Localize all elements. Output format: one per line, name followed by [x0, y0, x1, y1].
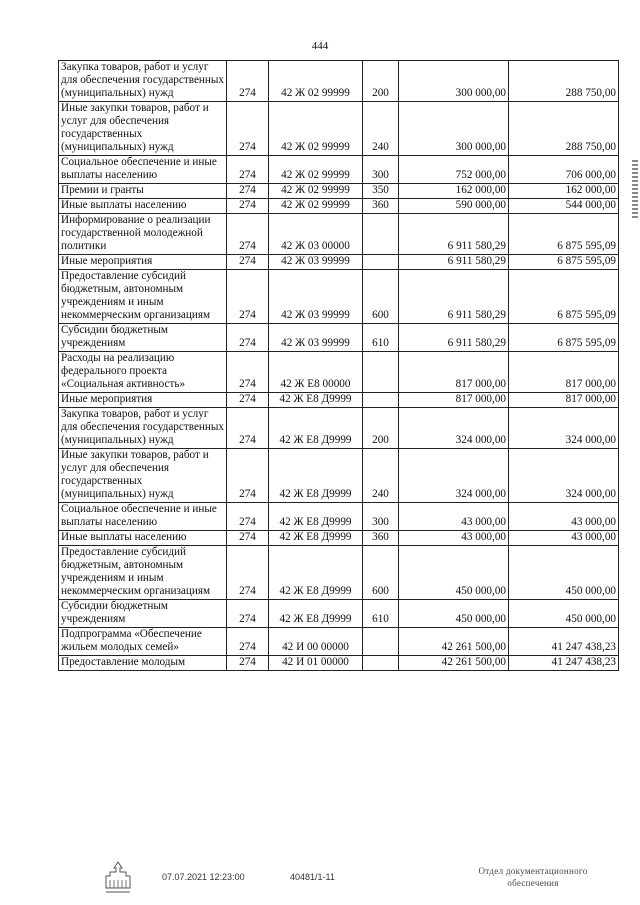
row-department-code: 274	[227, 656, 269, 671]
row-department-code: 274	[227, 156, 269, 184]
row-expense-type-code	[363, 656, 399, 671]
row-description: Предоставление субсидий бюджетным, автономным учреждениям и иным некоммерческим организациям	[59, 270, 227, 324]
footer-doc-code: 40481/1-11	[290, 872, 335, 882]
row-description: Иные мероприятия	[59, 255, 227, 270]
row-expense-type-code: 350	[363, 184, 399, 199]
row-amount-planned: 324 000,00	[399, 449, 509, 503]
row-amount-executed: 450 000,00	[509, 546, 619, 600]
row-expense-type-code: 360	[363, 531, 399, 546]
row-expense-type-code: 200	[363, 61, 399, 102]
row-expense-type-code: 610	[363, 600, 399, 628]
row-target-article-code: 42 Ж E8 Д9999	[269, 531, 363, 546]
row-target-article-code: 42 Ж E8 Д9999	[269, 503, 363, 531]
row-amount-planned: 817 000,00	[399, 352, 509, 393]
row-department-code: 274	[227, 546, 269, 600]
row-target-article-code: 42 Ж E8 Д9999	[269, 449, 363, 503]
row-department-code: 274	[227, 352, 269, 393]
table-row	[59, 255, 619, 270]
row-expense-type-code	[363, 255, 399, 270]
emblem-icon	[100, 858, 136, 898]
table-row	[59, 393, 619, 408]
row-amount-executed: 288 750,00	[509, 61, 619, 102]
row-target-article-code: 42 Ж 03 99999	[269, 270, 363, 324]
row-department-code: 274	[227, 184, 269, 199]
row-amount-planned: 450 000,00	[399, 600, 509, 628]
row-amount-planned: 162 000,00	[399, 184, 509, 199]
row-amount-planned: 300 000,00	[399, 61, 509, 102]
row-expense-type-code: 360	[363, 199, 399, 214]
row-description: Подпрограмма «Обеспечение жильем молодых семей»	[59, 628, 227, 656]
row-amount-executed: 288 750,00	[509, 102, 619, 156]
table-row	[59, 270, 619, 324]
row-amount-executed: 162 000,00	[509, 184, 619, 199]
row-expense-type-code	[363, 214, 399, 255]
budget-table	[58, 60, 619, 671]
row-target-article-code: 42 Ж 03 99999	[269, 255, 363, 270]
table-row	[59, 214, 619, 255]
row-target-article-code: 42 И 00 00000	[269, 628, 363, 656]
row-description: Премии и гранты	[59, 184, 227, 199]
row-amount-executed: 41 247 438,23	[509, 628, 619, 656]
row-description: Иные выплаты населению	[59, 531, 227, 546]
row-amount-executed: 817 000,00	[509, 352, 619, 393]
row-department-code: 274	[227, 628, 269, 656]
row-amount-executed: 6 875 595,09	[509, 214, 619, 255]
row-description: Предоставление молодым	[59, 656, 227, 671]
row-target-article-code: 42 Ж 03 00000	[269, 214, 363, 255]
row-expense-type-code	[363, 393, 399, 408]
row-amount-executed: 6 875 595,09	[509, 255, 619, 270]
row-expense-type-code	[363, 352, 399, 393]
row-expense-type-code: 200	[363, 408, 399, 449]
row-expense-type-code: 300	[363, 156, 399, 184]
row-amount-planned: 6 911 580,29	[399, 324, 509, 352]
row-amount-planned: 450 000,00	[399, 546, 509, 600]
row-department-code: 274	[227, 393, 269, 408]
row-description: Социальное обеспечение и иные выплаты населению	[59, 503, 227, 531]
table-row	[59, 531, 619, 546]
row-amount-planned: 752 000,00	[399, 156, 509, 184]
row-description: Предоставление субсидий бюджетным, автономным учреждениям и иным некоммерческим организациям	[59, 546, 227, 600]
table-row	[59, 352, 619, 393]
row-expense-type-code: 600	[363, 270, 399, 324]
row-description: Иные закупки товаров, работ и услуг для обеспечения государственных (муниципальных) нужд	[59, 449, 227, 503]
row-amount-planned: 817 000,00	[399, 393, 509, 408]
row-amount-planned: 6 911 580,29	[399, 255, 509, 270]
table-row	[59, 184, 619, 199]
row-amount-executed: 43 000,00	[509, 503, 619, 531]
footer-department-stamp: Отдел документационного обеспечения	[478, 866, 588, 888]
table-row	[59, 102, 619, 156]
row-expense-type-code: 240	[363, 102, 399, 156]
table-row	[59, 628, 619, 656]
row-target-article-code: 42 Ж E8 Д9999	[269, 546, 363, 600]
table-row	[59, 156, 619, 184]
row-expense-type-code	[363, 628, 399, 656]
row-description: Социальное обеспечение и иные выплаты населению	[59, 156, 227, 184]
row-amount-executed: 706 000,00	[509, 156, 619, 184]
row-amount-planned: 6 911 580,29	[399, 270, 509, 324]
row-department-code: 274	[227, 449, 269, 503]
row-amount-planned: 300 000,00	[399, 102, 509, 156]
page-number: 444	[311, 40, 329, 52]
footer-datetime: 07.07.2021 12:23:00	[162, 872, 245, 882]
row-target-article-code: 42 Ж E8 Д9999	[269, 600, 363, 628]
row-department-code: 274	[227, 214, 269, 255]
row-amount-executed: 544 000,00	[509, 199, 619, 214]
row-target-article-code: 42 Ж E8 Д9999	[269, 408, 363, 449]
row-amount-executed: 324 000,00	[509, 449, 619, 503]
table-row	[59, 546, 619, 600]
row-target-article-code: 42 Ж 02 99999	[269, 102, 363, 156]
row-target-article-code: 42 Ж 02 99999	[269, 184, 363, 199]
table-row	[59, 503, 619, 531]
binding-edge-mark	[632, 160, 638, 220]
row-target-article-code: 42 Ж E8 Д9999	[269, 393, 363, 408]
row-amount-planned: 43 000,00	[399, 503, 509, 531]
row-amount-planned: 43 000,00	[399, 531, 509, 546]
row-description: Иные закупки товаров, работ и услуг для обеспечения государственных (муниципальных) нужд	[59, 102, 227, 156]
table-row	[59, 449, 619, 503]
row-expense-type-code: 600	[363, 546, 399, 600]
table-row	[59, 61, 619, 102]
table-row	[59, 408, 619, 449]
row-target-article-code: 42 Ж 02 99999	[269, 199, 363, 214]
table-row	[59, 199, 619, 214]
row-department-code: 274	[227, 408, 269, 449]
row-target-article-code: 42 Ж 02 99999	[269, 156, 363, 184]
row-amount-executed: 6 875 595,09	[509, 270, 619, 324]
row-amount-planned: 590 000,00	[399, 199, 509, 214]
row-expense-type-code: 300	[363, 503, 399, 531]
row-amount-executed: 43 000,00	[509, 531, 619, 546]
budget-table-wrap	[58, 60, 618, 671]
row-target-article-code: 42 И 01 00000	[269, 656, 363, 671]
table-row	[59, 324, 619, 352]
row-amount-executed: 450 000,00	[509, 600, 619, 628]
row-description: Информирование о реализации государственной молодежной политики	[59, 214, 227, 255]
row-target-article-code: 42 Ж 03 99999	[269, 324, 363, 352]
row-amount-executed: 817 000,00	[509, 393, 619, 408]
row-department-code: 274	[227, 102, 269, 156]
row-amount-planned: 324 000,00	[399, 408, 509, 449]
row-amount-executed: 6 875 595,09	[509, 324, 619, 352]
row-description: Иные мероприятия	[59, 393, 227, 408]
row-description: Закупка товаров, работ и услуг для обеспечения государственных (муниципальных) нужд	[59, 61, 227, 102]
row-department-code: 274	[227, 199, 269, 214]
table-row	[59, 600, 619, 628]
row-department-code: 274	[227, 61, 269, 102]
row-amount-executed: 324 000,00	[509, 408, 619, 449]
row-department-code: 274	[227, 324, 269, 352]
row-expense-type-code: 240	[363, 449, 399, 503]
row-amount-executed: 41 247 438,23	[509, 656, 619, 671]
row-department-code: 274	[227, 255, 269, 270]
row-description: Иные выплаты населению	[59, 199, 227, 214]
table-row	[59, 656, 619, 671]
row-department-code: 274	[227, 270, 269, 324]
row-description: Субсидии бюджетным учреждениям	[59, 324, 227, 352]
row-target-article-code: 42 Ж E8 00000	[269, 352, 363, 393]
row-description: Закупка товаров, работ и услуг для обеспечения государственных (муниципальных) нужд	[59, 408, 227, 449]
row-amount-planned: 6 911 580,29	[399, 214, 509, 255]
row-description: Субсидии бюджетным учреждениям	[59, 600, 227, 628]
row-amount-planned: 42 261 500,00	[399, 656, 509, 671]
row-description: Расходы на реализацию федерального проекта «Социальная активность»	[59, 352, 227, 393]
row-amount-planned: 42 261 500,00	[399, 628, 509, 656]
row-department-code: 274	[227, 503, 269, 531]
row-department-code: 274	[227, 531, 269, 546]
row-department-code: 274	[227, 600, 269, 628]
row-expense-type-code: 610	[363, 324, 399, 352]
row-target-article-code: 42 Ж 02 99999	[269, 61, 363, 102]
